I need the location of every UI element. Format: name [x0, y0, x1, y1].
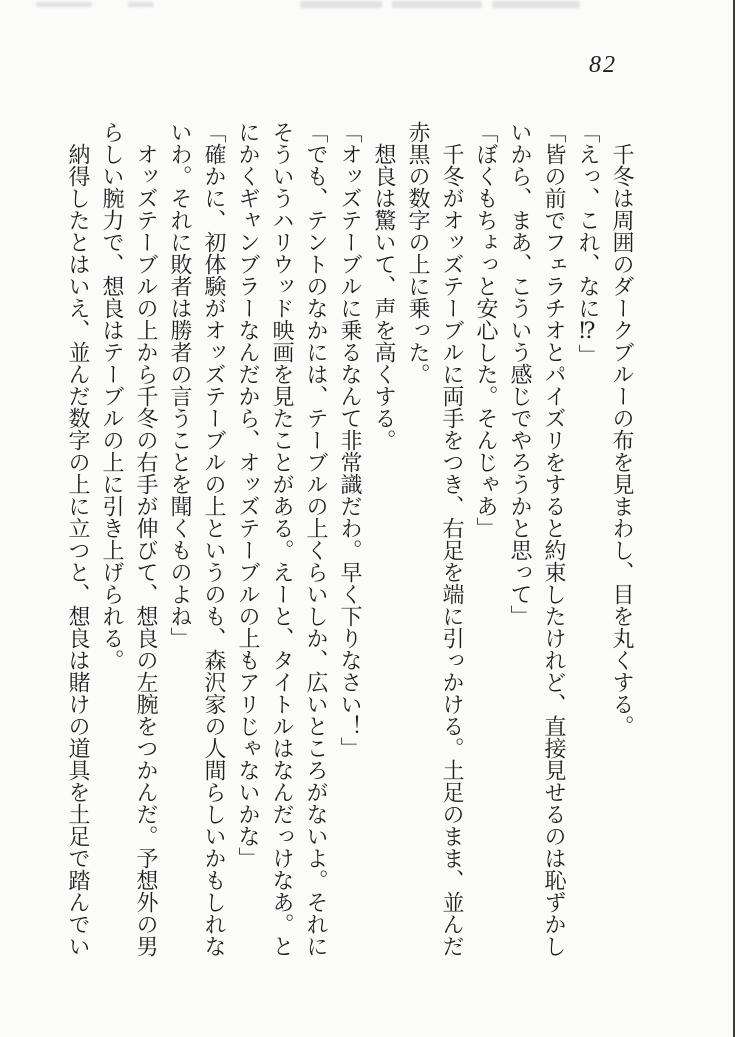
scan-artifact: [392, 1, 482, 8]
paragraph: 納得したとはいえ、並んだ数字の上に立つと、想良は賭けの道具を土足で踏んでい: [66, 143, 91, 957]
page-edge-line: [733, 0, 735, 1037]
paragraph: 「えっ、これ、なに⁉」: [576, 121, 601, 366]
paragraph: 「でも、テントのなかには、テーブルの上くらいしか、広いところがないよ。それにそういうハリウッド映画を見たことがある。えーと、タイトルはなんだっけなあ。とにかくギャンブラーなんだから、オッズテーブルの上もアリじゃないかな」: [236, 121, 329, 957]
scan-artifact: [36, 2, 92, 7]
paragraph: 「確かに、初体験がオッズテーブルの上というのも、森沢家の人間らしいかもしれないわ。それに敗者は勝者の言うことを聞くものよね」: [168, 121, 227, 957]
paragraph: オッズテーブルの上から千冬の右手が伸びて、想良の左腕をつかんだ。予想外の男らしい腕力で、想良はテーブルの上に引き上げられる。: [100, 121, 159, 957]
paragraph: 千冬は周囲のダークブルーの布を見まわし、目を丸くする。: [610, 143, 635, 737]
paragraph: 千冬がオッズテーブルに両手をつき、右足を端に引っかける。土足のまま、並んだ赤黒の数字の上に乗った。: [406, 121, 465, 957]
paragraph: 想良は驚いて、声を高くする。: [372, 143, 397, 451]
page-number: 82: [589, 52, 617, 78]
scan-artifact: [492, 1, 580, 8]
paragraph: 「皆の前でフェラチオとパイズリをすると約束したけれど、直接見せるのは恥ずかしいから、まあ、こういう感じでやろうかと思って」: [508, 121, 567, 957]
paragraph: 「オッズテーブルに乗るなんて非常識だわ。早く下りなさい！」: [338, 121, 363, 759]
scan-artifact: [300, 1, 382, 8]
paragraph: 「ぼくもちょっと安心した。そんじゃあ」: [474, 121, 499, 539]
scan-artifact: [128, 2, 154, 7]
text-block: [61, 121, 639, 966]
